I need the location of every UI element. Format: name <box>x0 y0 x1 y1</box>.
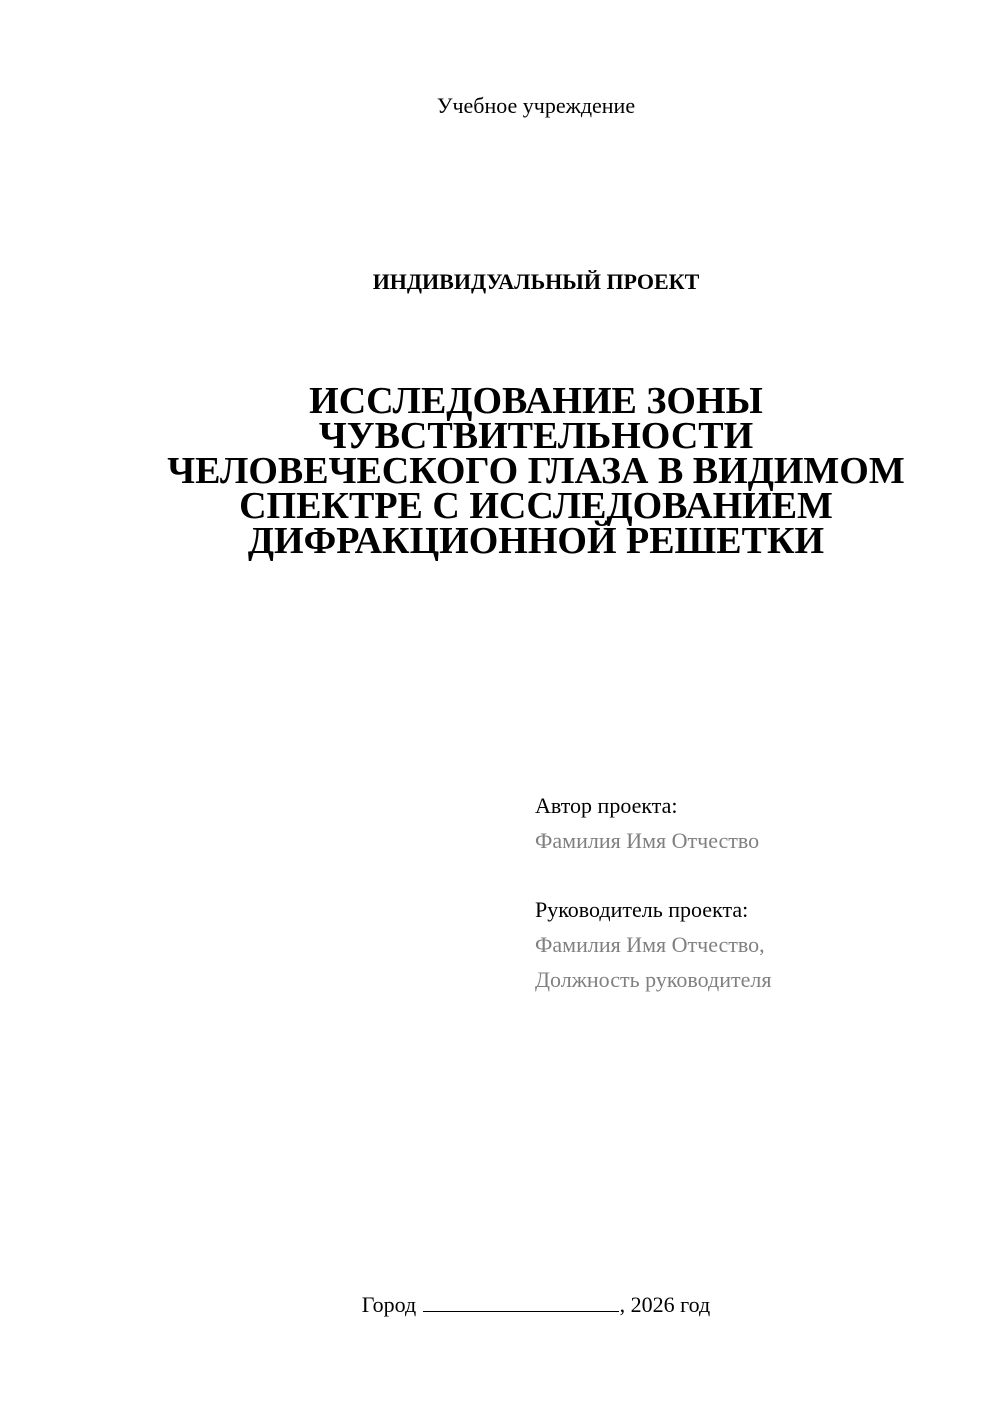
project-title-line: ИССЛЕДОВАНИЕ ЗОНЫ <box>309 380 763 422</box>
project-title <box>100 380 972 562</box>
project-title-line: СПЕКТРЕ С ИССЛЕДОВАНИЕМ <box>239 485 833 527</box>
city-label: Город <box>361 1292 417 1317</box>
year-text: , 2026 год <box>619 1292 711 1317</box>
project-participants <box>535 788 975 997</box>
document-type: ИНДИВИДУАЛЬНЫЙ ПРОЕКТ <box>372 269 700 294</box>
supervisor-position: Должность руководителя <box>535 967 772 992</box>
supervisor-name: Фамилия Имя Отчество, <box>535 932 765 957</box>
project-title-line: ДИФРАКЦИОННОЙ РЕШЕТКИ <box>247 520 825 562</box>
project-title-line: ЧУВСТВИТЕЛЬНОСТИ <box>318 415 754 457</box>
section-spacer <box>535 858 975 892</box>
city-year-line <box>0 1290 1000 1320</box>
supervisor-label: Руководитель проекта: <box>535 897 749 922</box>
author-name: Фамилия Имя Отчество <box>535 828 760 853</box>
author-label: Автор проекта: <box>535 793 678 818</box>
institution-name: Учебное учреждение <box>436 93 636 118</box>
project-title-line: ЧЕЛОВЕЧЕСКОГО ГЛАЗА В ВИДИМОМ <box>167 450 905 492</box>
city-blank-line <box>423 1291 619 1312</box>
